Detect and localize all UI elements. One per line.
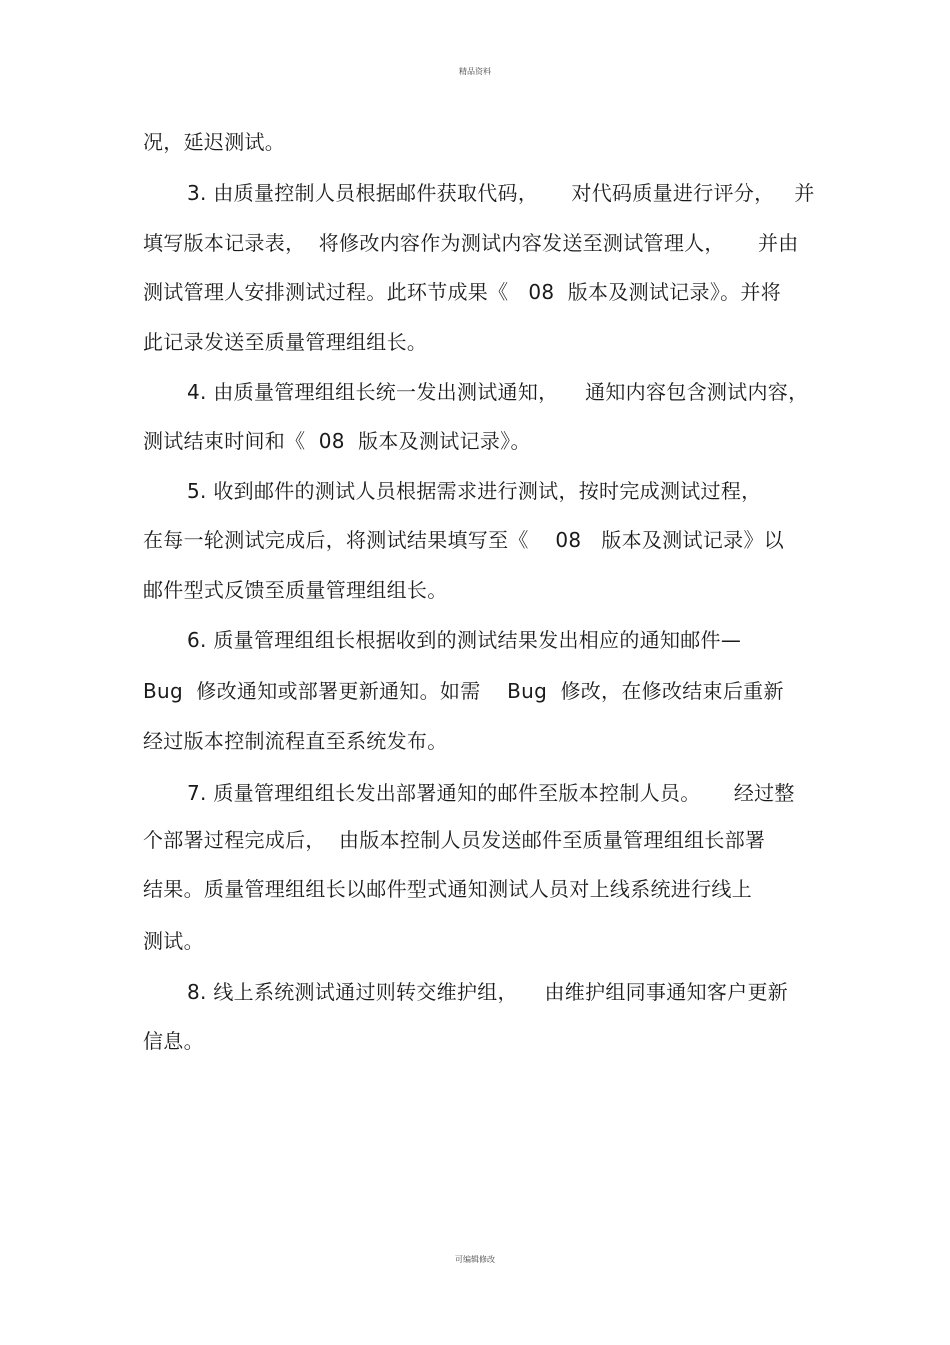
step-4-line: 4. 由质量管理组组长统一发出测试通知， 通知内容包含测试内容， bbox=[187, 380, 809, 404]
footer-note: 可编辑修改 bbox=[455, 1255, 495, 1264]
text-line: 经过版本控制流程直至系统发布。 bbox=[143, 729, 448, 753]
step-7-line: 7. 质量管理组组长发出部署通知的邮件至版本控制人员。 经过整 bbox=[187, 781, 795, 805]
text-line: 结果。质量管理组组长以邮件型式通知测试人员对上线系统进行线上 bbox=[143, 877, 752, 901]
text-line: 测试管理人安排测试过程。此环节成果《 08 版本及测试记录》。并将 bbox=[143, 280, 782, 304]
step-8-line: 8. 线上系统测试通过则转交维护组， 由维护组同事通知客户更新 bbox=[187, 980, 789, 1004]
text-line: 填写版本记录表， 将修改内容作为测试内容发送至测试管理人， 并由 bbox=[143, 231, 799, 255]
text-line: 测试。 bbox=[143, 929, 204, 953]
step-3-line: 3. 由质量控制人员根据邮件获取代码， 对代码质量进行评分， 并 bbox=[187, 181, 815, 205]
step-6-line: 6. 质量管理组组长根据收到的测试结果发出相应的通知邮件— bbox=[187, 628, 742, 652]
text-line: 况，延迟测试。 bbox=[143, 130, 286, 154]
text-line: Bug 修改通知或部署更新通知。如需 Bug 修改，在修改结束后重新 bbox=[143, 679, 784, 703]
text-line: 邮件型式反馈至质量管理组组长。 bbox=[143, 578, 448, 602]
text-line: 在每一轮测试完成后，将测试结果填写至《 08 版本及测试记录》以 bbox=[143, 528, 785, 552]
text-line: 测试结束时间和《 08 版本及测试记录》。 bbox=[143, 429, 531, 453]
header-note: 精品资料 bbox=[459, 67, 491, 76]
text-line: 个部署过程完成后， 由版本控制人员发送邮件至质量管理组组长部署 bbox=[143, 828, 766, 852]
text-line: 信息。 bbox=[143, 1029, 204, 1053]
text-line: 此记录发送至质量管理组组长。 bbox=[143, 330, 428, 354]
step-5-line: 5. 收到邮件的测试人员根据需求进行测试，按时完成测试过程， bbox=[187, 479, 762, 503]
